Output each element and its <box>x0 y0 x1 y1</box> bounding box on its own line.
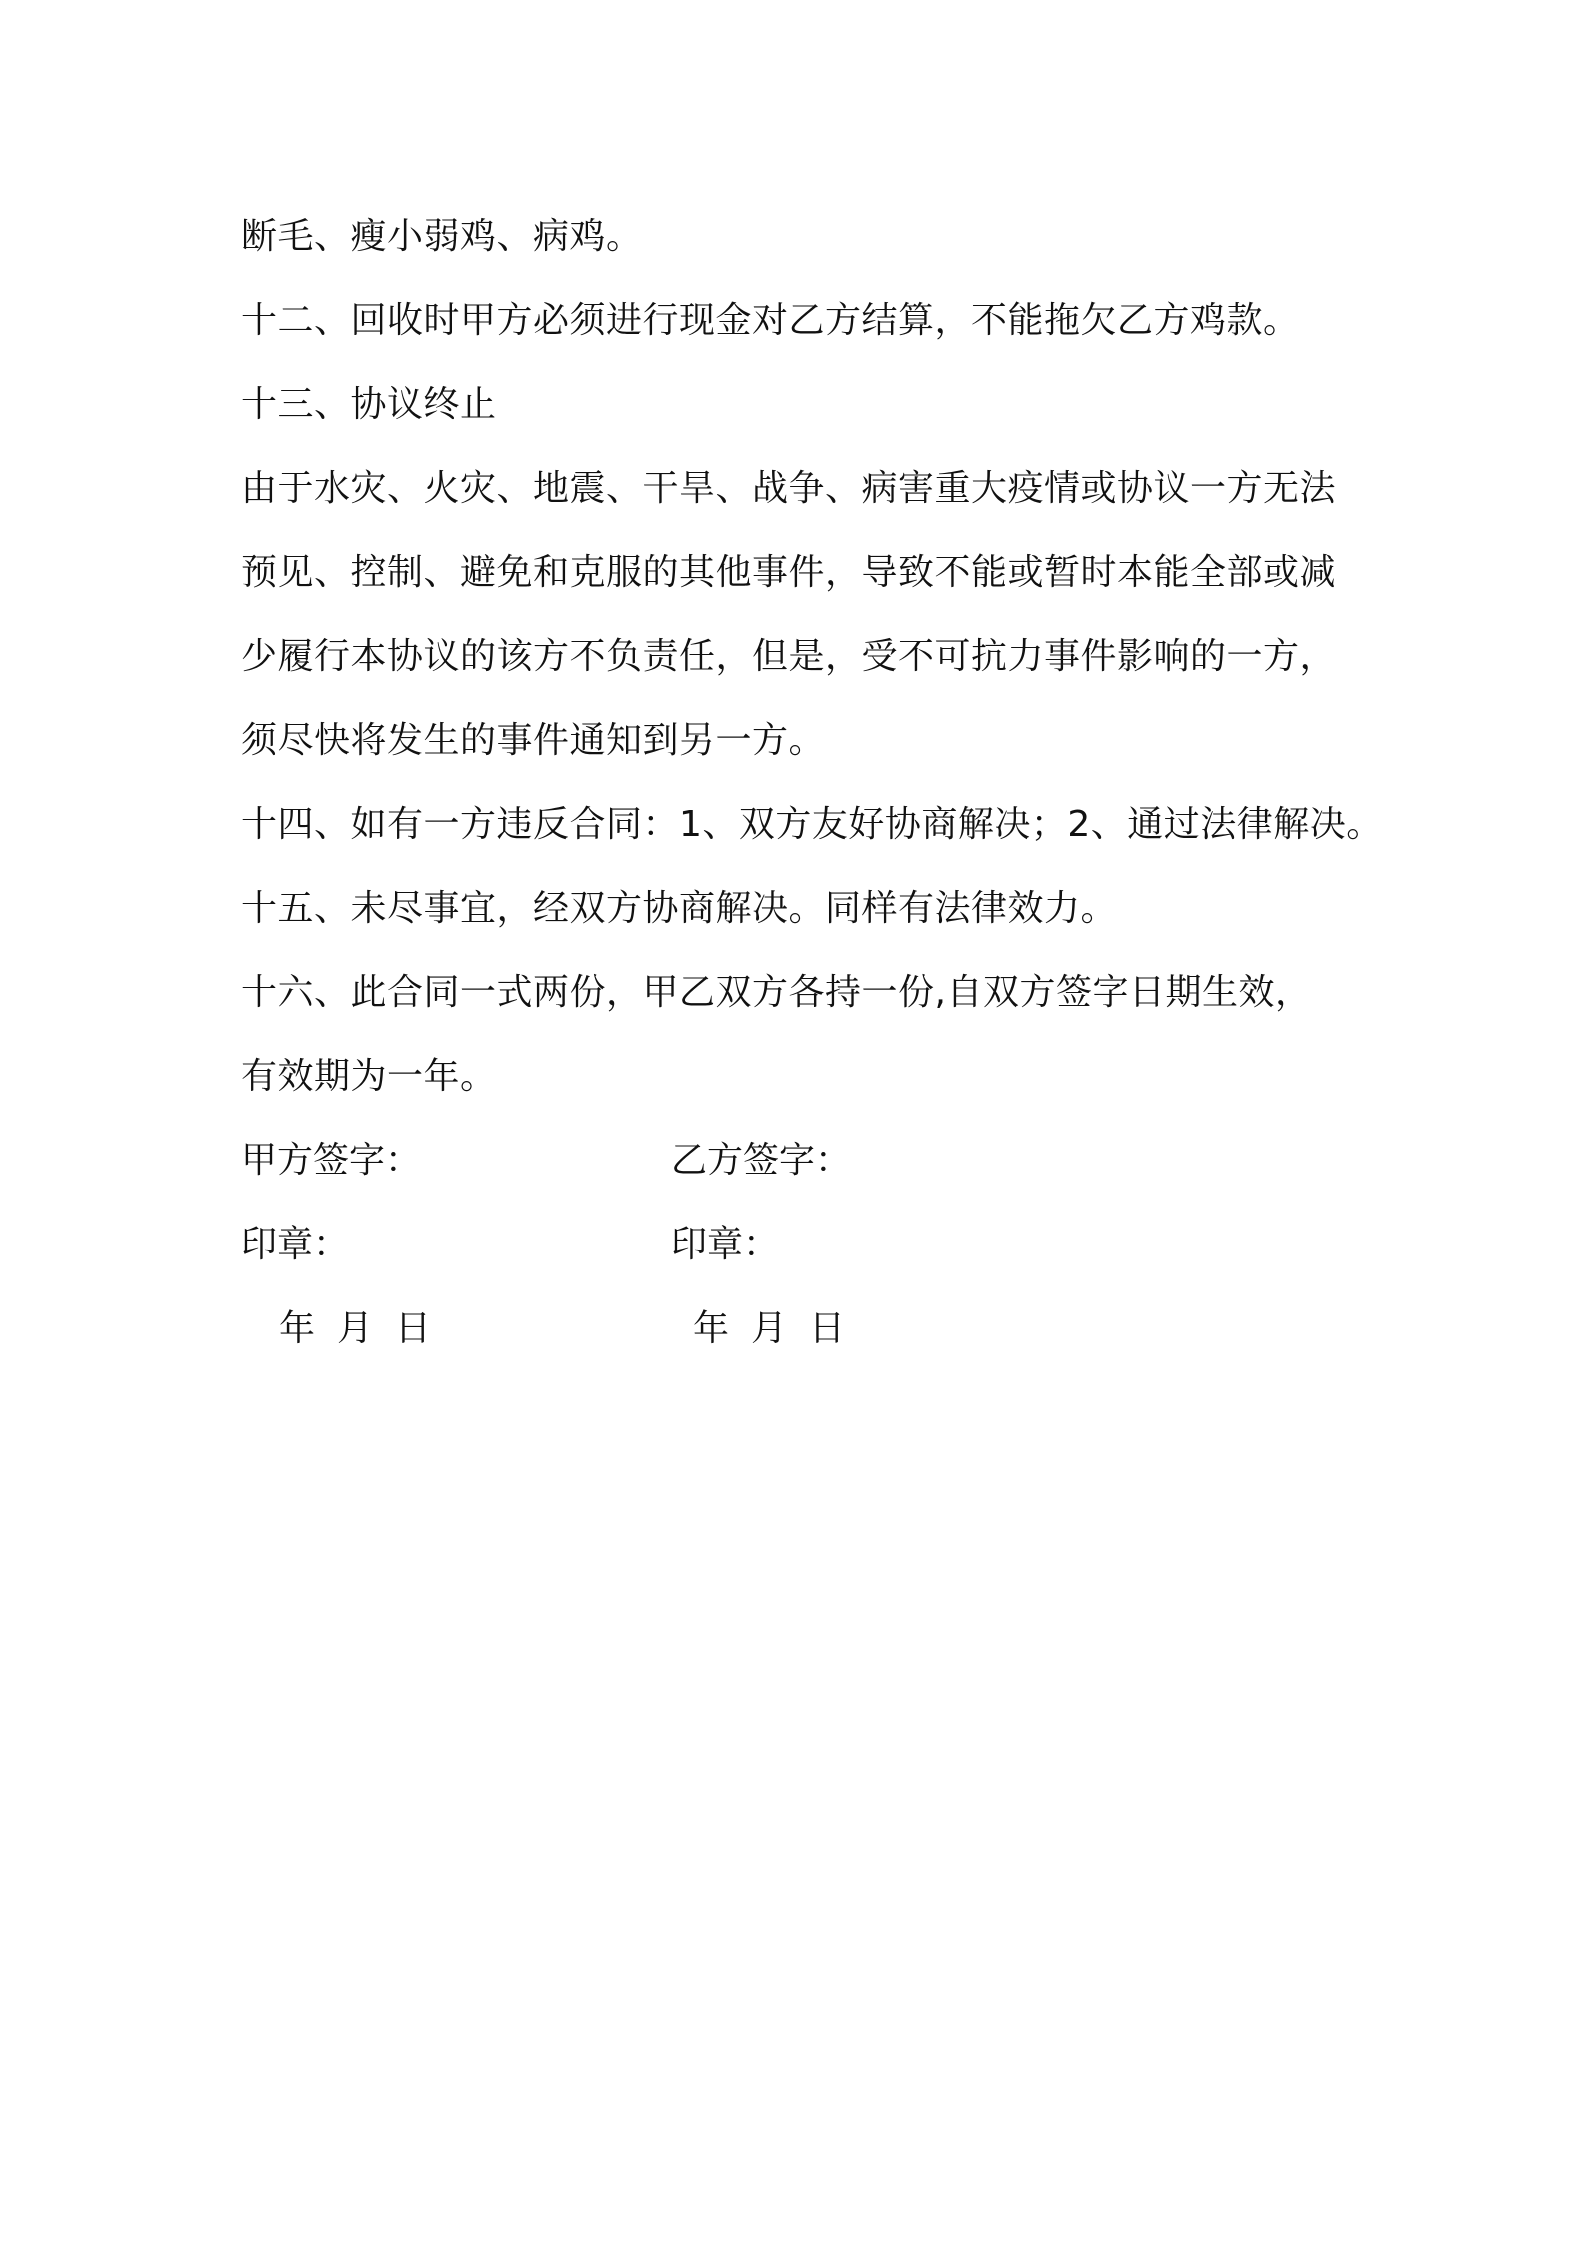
clause-13-text-3: 少履行本协议的该方不负责任，但是，受不可抗力事件影响的一方， <box>241 636 1337 677</box>
clause-14: 十四、如有一方违反合同：1、双方友好协商解决；2、通过法律解决。 <box>241 804 1383 845</box>
party-a-date-month: 月 <box>337 1308 374 1349</box>
party-b-signature-label: 乙方签字： <box>671 1140 852 1181</box>
party-b-date-month: 月 <box>751 1308 788 1349</box>
signature-row <box>241 1119 1381 1203</box>
party-a-signature-label: 甲方签字： <box>241 1140 422 1181</box>
clause-13-heading: 十三、协议终止 <box>241 384 497 425</box>
clause-13-text-1: 由于水灾、火灾、地震、干旱、战争、病害重大疫情或协议一方无法 <box>241 468 1337 509</box>
seal-row <box>241 1203 1381 1287</box>
clause-13-text-4: 须尽快将发生的事件通知到另一方。 <box>241 720 826 761</box>
date-row <box>241 1287 1381 1371</box>
text-line-1: 断毛、瘦小弱鸡、病鸡。 <box>241 216 643 257</box>
party-a-date <box>279 1287 453 1371</box>
party-a-date-day: 日 <box>395 1308 432 1349</box>
clause-16-text-2: 有效期为一年。 <box>241 1056 497 1097</box>
party-a-date-year: 年 <box>279 1308 316 1349</box>
clause-12: 十二、回收时甲方必须进行现金对乙方结算，不能拖欠乙方鸡款。 <box>241 300 1300 341</box>
document-body <box>241 195 1381 1371</box>
party-b-date-day: 日 <box>809 1308 846 1349</box>
clause-13-text-2: 预见、控制、避免和克服的其他事件，导致不能或暂时本能全部或减 <box>241 552 1337 593</box>
party-a-seal-label: 印章： <box>241 1224 350 1265</box>
party-b-date <box>693 1287 867 1371</box>
party-b-date-year: 年 <box>693 1308 730 1349</box>
clause-15: 十五、未尽事宜，经双方协商解决。同样有法律效力。 <box>241 888 1118 929</box>
party-b-seal-label: 印章： <box>671 1224 780 1265</box>
clause-16-text-1: 十六、此合同一式两份，甲乙双方各持一份,自双方签字日期生效， <box>241 972 1312 1013</box>
